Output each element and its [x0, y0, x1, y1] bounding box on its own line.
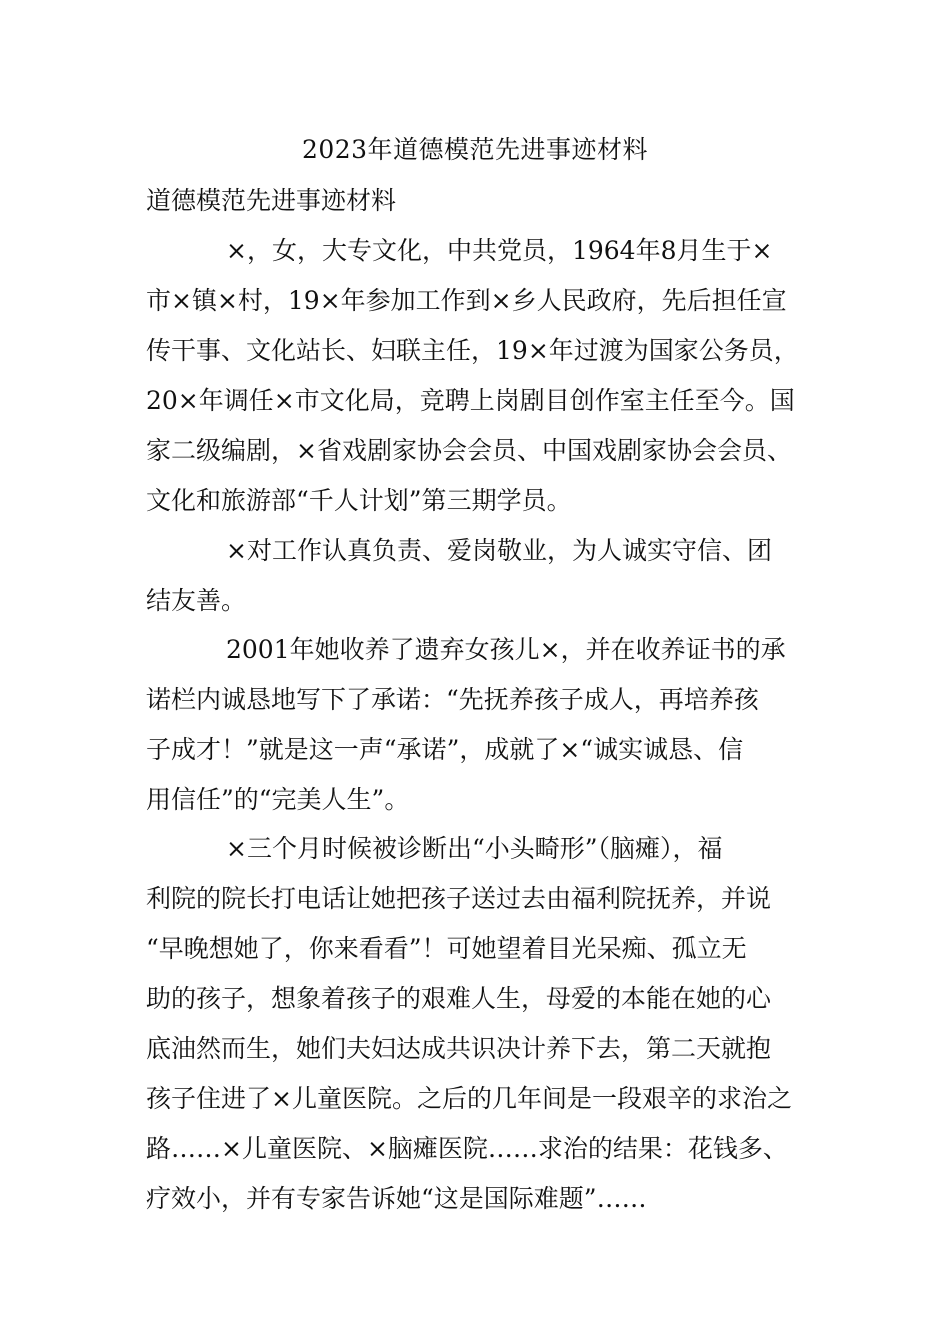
- paragraph-2-line-2: 结友善。: [146, 586, 247, 615]
- paragraph-4-line-1: ×三个月时候被诊断出“小头畸形”（脑瘫），福: [226, 834, 723, 863]
- paragraph-4-line-4: 助的孩子，想象着孩子的艰难人生，母爱的本能在她的心: [146, 984, 772, 1013]
- paragraph-4-line-3: “早晚想她了，你来看看”！可她望着目光呆痴、孤立无: [146, 934, 747, 963]
- paragraph-4-line-5: 底油然而生，她们夫妇达成共识决计养下去，第二天就抱: [146, 1034, 772, 1063]
- paragraph-4-line-6: 孩子住进了×儿童医院。之后的几年间是一段艰辛的求治之: [146, 1084, 792, 1113]
- paragraph-2-line-1: ×对工作认真负责、爱岗敬业，为人诚实守信、团: [226, 536, 772, 565]
- paragraph-3-line-2: 诺栏内诚恳地写下了承诺：“先抚养孩子成人，再培养孩: [146, 685, 759, 714]
- paragraph-4-line-8: 疗效小，并有专家告诉她“这是国际难题”……: [146, 1184, 647, 1213]
- paragraph-1-line-5: 家二级编剧，×省戏剧家协会会员、中国戏剧家协会会员、: [146, 436, 792, 465]
- paragraph-3-line-4: 用信任”的“完美人生”。: [146, 785, 410, 814]
- paragraph-4-line-7: 路……×儿童医院、×脑瘫医院……求治的结果：花钱多、: [146, 1134, 788, 1163]
- paragraph-1-line-2: 市×镇×村，19×年参加工作到×乡人民政府，先后担任宣: [146, 286, 787, 315]
- document-subtitle: 道德模范先进事迹材料: [146, 186, 397, 215]
- paragraph-3-line-1: 2001年她收养了遗弃女孩儿×，并在收养证书的承: [226, 635, 786, 664]
- paragraph-1-line-3: 传干事、文化站长、妇联主任，19×年过渡为国家公务员，: [146, 336, 799, 365]
- paragraph-1-line-1: ×，女，大专文化，中共党员，1964年8月生于×: [226, 236, 773, 265]
- paragraph-4-line-2: 利院的院长打电话让她把孩子送过去由福利院抚养，并说: [146, 884, 772, 913]
- document-title: 2023年道德模范先进事迹材料: [301, 135, 649, 164]
- paragraph-1-line-4: 20×年调任×市文化局，竞聘上岗剧目创作室主任至今。国: [146, 386, 795, 415]
- paragraph-1-line-6: 文化和旅游部“千人计划”第三期学员。: [146, 486, 572, 515]
- paragraph-3-line-3: 子成才！”就是这一声“承诺”，成就了×“诚实诚恳、信: [146, 735, 744, 764]
